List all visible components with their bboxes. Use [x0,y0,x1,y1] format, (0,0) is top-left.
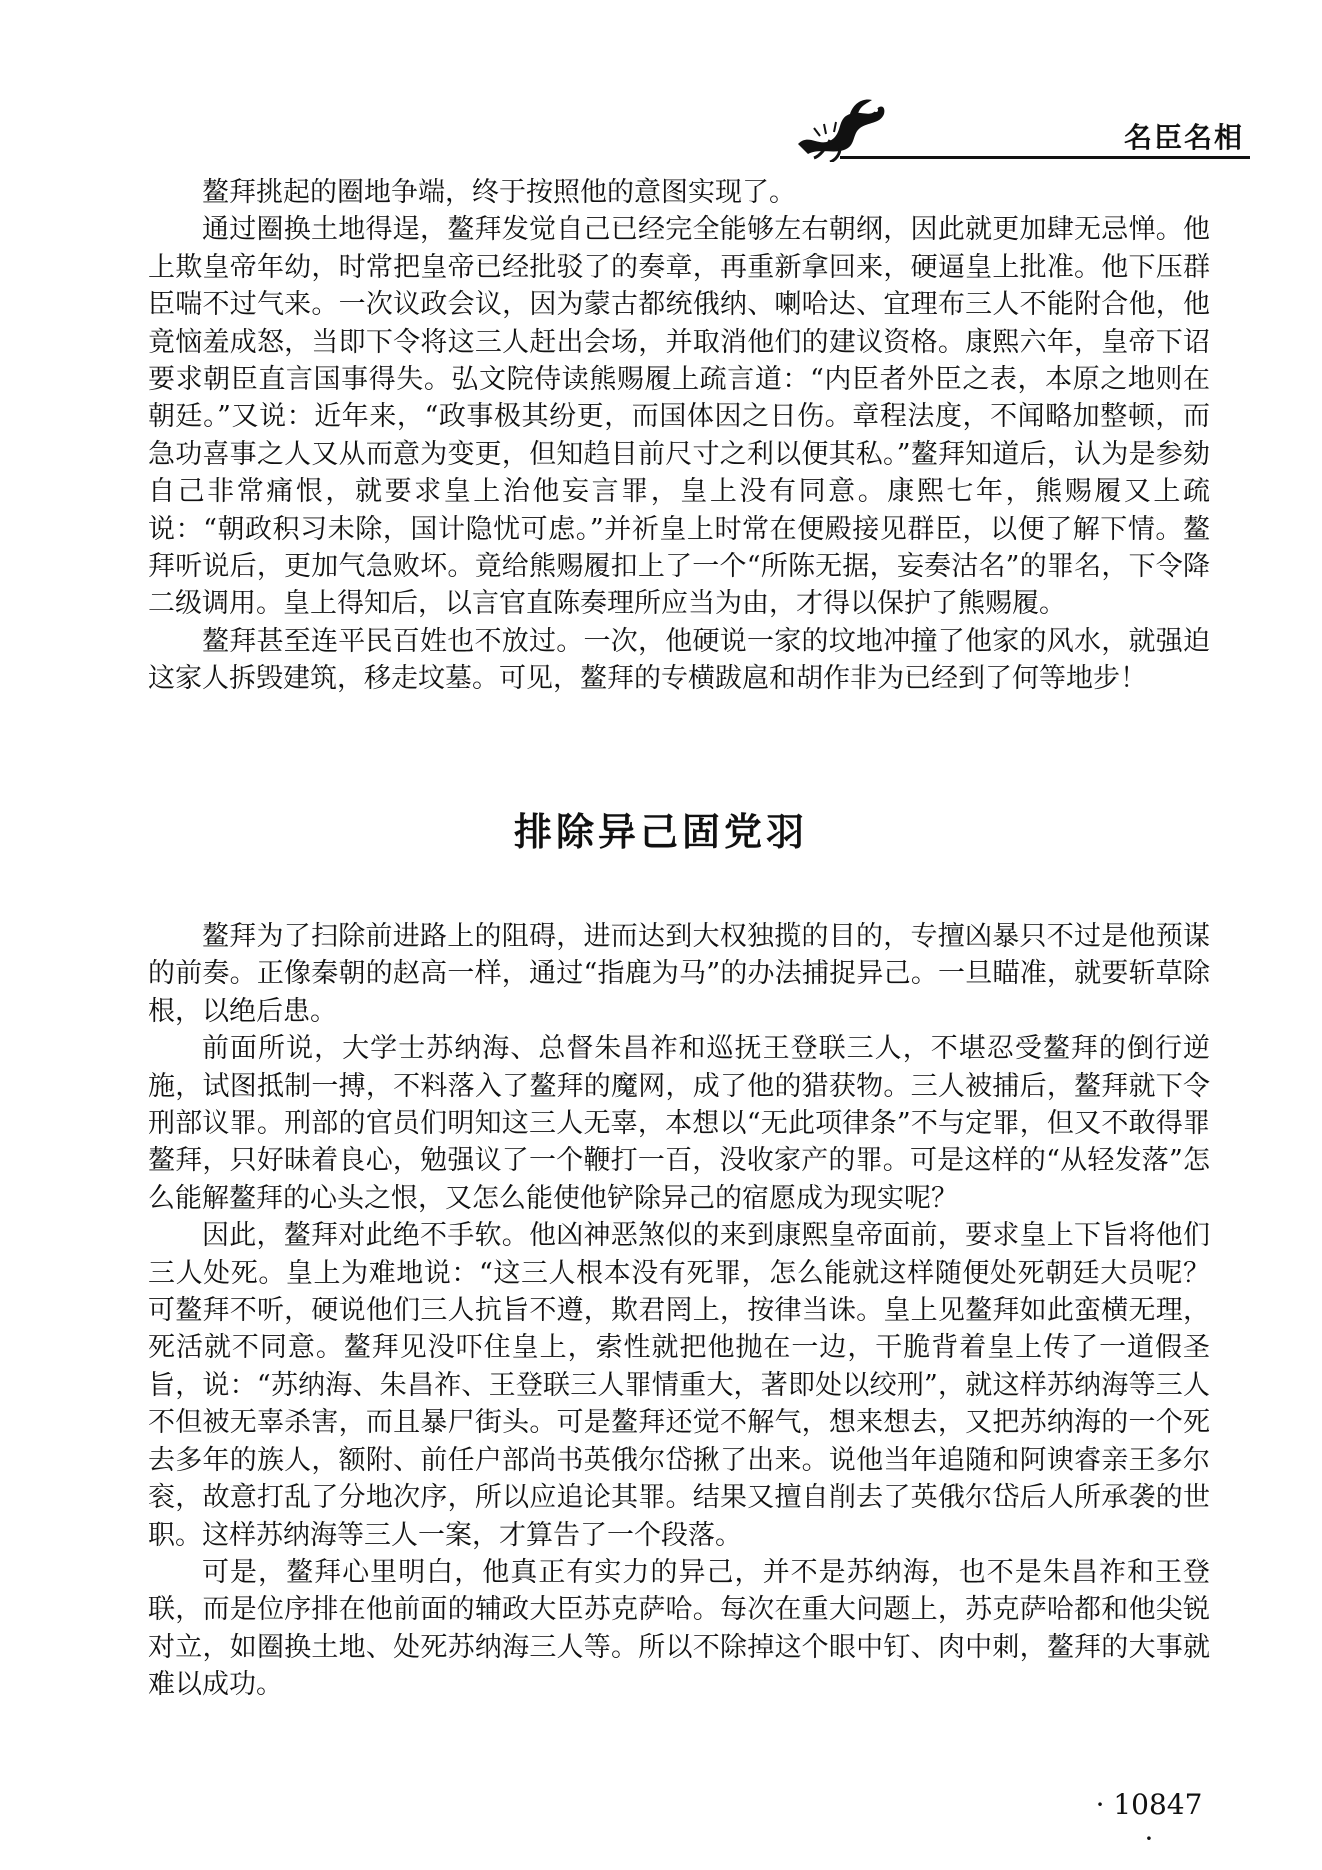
header-rule [840,156,1250,159]
dragon-emblem-icon [790,92,890,162]
section-1-body [148,174,1210,698]
section-heading: 排除异己固党羽 [513,810,808,854]
running-header-title: 名臣名相 [1123,121,1244,154]
page-number: · 10847 · [1095,1788,1203,1855]
paragraph: 鳌拜挑起的圈地争端，终于按照他的意图实现了。 [202,177,796,208]
paragraph: 通过圈换土地得逞，鳌拜发觉自己已经完全能够左右朝纲，因此就更加肆无忌惮。他上欺皇帝年幼，时常把皇帝已经批驳了的奏章，再重新拿回来，硬逼皇上批准。他下压群臣喘不过气来。一次议政会议，因为蒙古都统俄纳、喇哈达、宜理布三人不能附合他，他竟恼羞成怒，当即下令将这三人赶出会场，并取消他们的建议资格。康熙六年，皇帝下诏要求朝臣直言国事得失。弘文院侍读熊赐履上疏言道：“内臣者外臣之表，本原之地则在朝廷。”又说：近年来，“政事极其纷更，而国体因之日伤。章程法度，不闻略加整顿，而急功喜事之人又从而意为变更，但知趋目前尺寸之利以便其私。”鳌拜知道后，认为是参劾自己非常痛恨，就要求皇上治他妄言罪，皇上没有同意。康熙七年，熊赐履又上疏说：“朝政积习未除，国计隐忧可虑。”并祈皇上时常在便殿接见群臣，以便了解下情。鳌拜听说后，更加气急败坏。竟给熊赐履扣上了一个“所陈无据，妄奏沽名”的罪名，下令降二级调用。皇上得知后，以言官直陈奏理所应当为由，才得以保护了熊赐履。 [148,214,1210,620]
page-header [0,0,1322,170]
paragraph: 可是，鳌拜心里明白，他真正有实力的异己，并不是苏纳海，也不是朱昌祚和王登联，而是位序排在他前面的辅政大臣苏克萨哈。每次在重大问题上，苏克萨哈都和他尖锐对立，如圈换土地、处死苏纳海三人等。所以不除掉这个眼中钉、肉中刺，鳌拜的大事就难以成功。 [148,1556,1210,1701]
section-2-body [148,918,1210,1704]
paragraph: 鳌拜甚至连平民百姓也不放过。一次，他硬说一家的坟地冲撞了他家的风水，就强迫这家人拆毁建筑，移走坟墓。可见，鳌拜的专横跋扈和胡作非为已经到了何等地步！ [148,625,1210,695]
paragraph: 因此，鳌拜对此绝不手软。他凶神恶煞似的来到康熙皇帝面前，要求皇上下旨将他们三人处死。皇上为难地说：“这三人根本没有死罪，怎么能就这样随便处死朝廷大员呢？可鳌拜不听，硬说他们三人抗旨不遵，欺君罔上，按律当诛。皇上见鳌拜如此蛮横无理，死活就不同意。鳌拜见没吓住皇上，索性就把他抛在一边，干脆背着皇上传了一道假圣旨，说：“苏纳海、朱昌祚、王登联三人罪情重大，著即处以绞刑”，就这样苏纳海等三人不但被无辜杀害，而且暴尸街头。可是鳌拜还觉不解气，想来想去，又把苏纳海的一个死去多年的族人，额附、前任户部尚书英俄尔岱揪了出来。说他当年追随和阿谀睿亲王多尔衮，故意打乱了分地次序，所以应追论其罪。结果又擅自削去了英俄尔岱后人所承袭的世职。这样苏纳海等三人一案，才算告了一个段落。 [148,1220,1210,1551]
paragraph: 鳌拜为了扫除前进路上的阻碍，进而达到大权独揽的目的，专擅凶暴只不过是他预谋的前奏。正像秦朝的赵高一样，通过“指鹿为马”的办法捕捉异己。一旦瞄准，就要斩草除根，以绝后患。 [148,921,1210,1027]
paragraph: 前面所说，大学士苏纳海、总督朱昌祚和巡抚王登联三人，不堪忍受鳌拜的倒行逆施，试图抵制一搏，不料落入了鳌拜的魔网，成了他的猎获物。三人被捕后，鳌拜就下令刑部议罪。刑部的官员们明知这三人无辜，本想以“无此项律条”不与定罪，但又不敢得罪鳌拜，只好昧着良心，勉强议了一个鞭打一百，没收家产的罪。可是这样的“从轻发落”怎么能解鳌拜的心头之恨，又怎么能使他铲除异己的宿愿成为现实呢？ [148,1033,1210,1214]
